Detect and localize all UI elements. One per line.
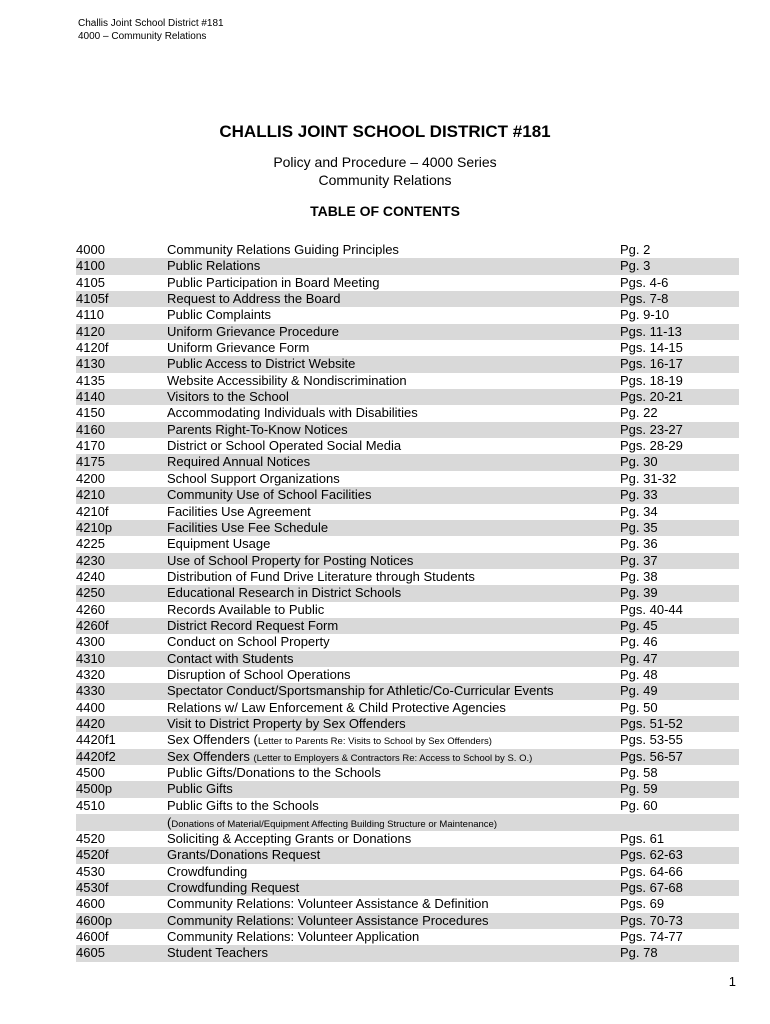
- page-reference: Pg. 36: [620, 536, 658, 552]
- policy-title-text: Equipment Usage: [167, 536, 271, 552]
- policy-code: 4100: [76, 258, 105, 274]
- toc-row: [76, 765, 739, 781]
- policy-code: 4105: [76, 274, 105, 290]
- policy-title: [167, 242, 399, 258]
- policy-title-text: Facilities Use Agreement: [167, 503, 311, 519]
- toc-heading: TABLE OF CONTENTS: [310, 203, 460, 219]
- policy-code: 4310: [76, 650, 105, 666]
- page-reference: Pg. 48: [620, 666, 658, 682]
- toc-row: [76, 896, 739, 912]
- page-reference: Pgs. 20-21: [620, 389, 683, 405]
- running-header: [78, 17, 224, 43]
- policy-title-text: Parents Right-To-Know Notices: [167, 421, 348, 437]
- page-reference: Pg. 58: [620, 765, 658, 780]
- policy-title: [167, 602, 324, 618]
- policy-code: 4520: [76, 831, 105, 847]
- policy-title-text: Request to Address the Board: [167, 291, 341, 307]
- policy-title: [167, 765, 381, 781]
- policy-title: [167, 340, 309, 356]
- policy-title-text: Community Relations: Volunteer Assistance Procedures: [167, 912, 489, 928]
- page-reference: Pg. 38: [620, 568, 658, 584]
- page-reference: Pg. 78: [620, 945, 658, 961]
- policy-code: 4120: [76, 323, 105, 339]
- policy-title-text: Facilities Use Fee Schedule: [167, 519, 329, 535]
- toc-row: [76, 880, 739, 896]
- header-series: 4000 – Community Relations: [78, 31, 207, 42]
- policy-code: 4500: [76, 765, 105, 780]
- page-reference: Pgs. 11-13: [620, 323, 682, 339]
- policy-title-text: Community Relations: Volunteer Assistance & Definition: [167, 896, 489, 912]
- page-reference: Pgs. 4-6: [620, 274, 669, 290]
- page-reference: Pgs. 23-27: [620, 421, 683, 437]
- policy-code: 4170: [76, 438, 105, 454]
- toc-row: [76, 667, 739, 683]
- policy-title: [167, 422, 348, 438]
- page-reference: Pgs. 40-44: [620, 601, 683, 617]
- toc-row: [76, 324, 739, 340]
- page-reference: Pg. 34: [620, 503, 658, 519]
- page-reference: Pgs. 74-77: [620, 929, 683, 945]
- policy-code: 4175: [76, 454, 105, 470]
- toc-row: [76, 520, 739, 536]
- page-reference: Pg. 9-10: [620, 307, 670, 323]
- policy-title-text: (: [167, 815, 172, 831]
- policy-title-text: Uniform Grievance Procedure: [167, 323, 339, 339]
- page-reference: Pg. 47: [620, 650, 658, 666]
- page-reference: Pg. 50: [620, 699, 658, 715]
- policy-title-text: Relations w/ Law Enforcement & Child Protective Agencies: [167, 699, 506, 715]
- page-reference: Pgs. 62-63: [620, 847, 683, 863]
- policy-title-text: Accommodating Individuals with Disabilities: [167, 405, 418, 421]
- toc-row: [76, 504, 739, 520]
- policy-title-text: Website Accessibility & Nondiscrimination: [167, 372, 407, 388]
- policy-title: [167, 831, 411, 847]
- policy-title: [167, 945, 268, 961]
- policy-title-text: Crowdfunding Request: [167, 880, 300, 896]
- policy-title: [167, 569, 475, 585]
- page-reference: Pgs. 70-73: [620, 912, 683, 928]
- policy-code: 4260f: [76, 617, 109, 633]
- policy-code: 4240: [76, 568, 105, 584]
- page-reference: Pg. 31-32: [620, 470, 677, 486]
- policy-title-text: Public Relations: [167, 258, 261, 274]
- page-reference: Pgs. 51-52: [620, 715, 683, 731]
- page-reference: Pgs. 18-19: [620, 372, 683, 388]
- page-reference: Pgs. 28-29: [620, 438, 683, 454]
- policy-title: [167, 373, 407, 389]
- policy-title-note: Letter to Parents Re: Visits to School by Sex Offenders): [257, 736, 492, 748]
- policy-title: [167, 716, 406, 732]
- toc-row: [76, 422, 739, 438]
- policy-title: [167, 781, 233, 797]
- policy-title: [167, 438, 401, 454]
- page-reference: Pgs. 14-15: [620, 340, 683, 356]
- policy-title-text: Crowdfunding: [167, 863, 248, 879]
- policy-title-text: Public Gifts/Donations to the Schools: [167, 765, 381, 780]
- policy-code: 4420f1: [76, 732, 116, 748]
- policy-title: [167, 847, 320, 863]
- policy-title-text: Student Teachers: [167, 945, 268, 961]
- policy-title: [167, 504, 311, 520]
- policy-title-text: District Record Request Form: [167, 617, 339, 633]
- policy-title-text: Sex Offenders: [167, 748, 254, 764]
- policy-code: 4000: [76, 242, 105, 257]
- policy-title: [167, 389, 289, 405]
- policy-code: 4160: [76, 421, 105, 437]
- policy-code: 4105f: [76, 291, 109, 307]
- policy-code: 4600: [76, 896, 105, 912]
- page-reference: Pg. 33: [620, 487, 658, 503]
- policy-title: [167, 520, 328, 536]
- toc-row: [76, 536, 739, 552]
- policy-title-text: Educational Research in District Schools: [167, 585, 402, 601]
- toc-row: [76, 651, 739, 667]
- page-reference: Pgs. 64-66: [620, 863, 683, 879]
- header-district: Challis Joint School District #181: [78, 18, 224, 29]
- policy-title: [167, 913, 489, 929]
- policy-title: [167, 651, 293, 667]
- policy-title: [167, 929, 419, 945]
- policy-code: 4510: [76, 797, 105, 813]
- policy-code: 4420: [76, 715, 105, 731]
- policy-code: 4300: [76, 634, 105, 650]
- policy-title-text: Public Participation in Board Meeting: [167, 274, 380, 290]
- toc-row: [76, 913, 739, 929]
- policy-title-text: Public Gifts to the Schools: [167, 797, 319, 813]
- policy-title-text: Uniform Grievance Form: [167, 340, 310, 356]
- toc-row: [76, 618, 739, 634]
- policy-title-text: Visit to District Property by Sex Offenders: [167, 715, 406, 731]
- document-title: CHALLIS JOINT SCHOOL DISTRICT #181: [219, 122, 551, 141]
- policy-code: 4110: [76, 307, 104, 323]
- policy-title-text: Community Use of School Facilities: [167, 487, 372, 503]
- policy-title-text: Use of School Property for Posting Notices: [167, 552, 414, 568]
- toc-row: [76, 356, 739, 372]
- policy-title: [167, 487, 371, 503]
- policy-title: [167, 553, 413, 569]
- toc-row: [76, 438, 739, 454]
- policy-title: [167, 275, 379, 291]
- page-reference: Pgs. 16-17: [620, 356, 683, 372]
- policy-title-text: Required Annual Notices: [167, 454, 311, 470]
- policy-title-text: Sex Offenders (: [167, 732, 258, 748]
- policy-title: [167, 307, 271, 323]
- toc-row: [76, 634, 739, 650]
- toc-row: [76, 798, 739, 814]
- policy-title-text: Community Relations: Volunteer Application: [167, 929, 420, 945]
- toc-row: [76, 307, 739, 323]
- page-reference: Pgs. 7-8: [620, 291, 669, 307]
- policy-title: [167, 798, 319, 814]
- toc-row: [76, 732, 739, 748]
- toc-row: [76, 847, 739, 863]
- toc-row: [76, 553, 739, 569]
- page-reference: Pg. 46: [620, 634, 658, 650]
- policy-title: [167, 864, 247, 880]
- policy-title-text: Soliciting & Accepting Grants or Donations: [167, 831, 412, 847]
- policy-code: 4420f2: [76, 748, 116, 764]
- toc-row: [76, 700, 739, 716]
- policy-code: 4210: [76, 487, 105, 503]
- policy-code: 4250: [76, 585, 105, 601]
- policy-code: 4135: [76, 372, 105, 388]
- toc-row: [76, 242, 739, 258]
- policy-code: 4330: [76, 683, 105, 699]
- toc-row: [76, 602, 739, 618]
- page-reference: Pg. 2: [620, 242, 651, 257]
- toc-row: [76, 471, 739, 487]
- policy-code: 4260: [76, 601, 105, 617]
- policy-title-text: Public Access to District Website: [167, 356, 356, 372]
- policy-code: 4225: [76, 536, 105, 552]
- toc-row: [76, 340, 739, 356]
- page-reference: Pg. 37: [620, 552, 658, 568]
- policy-code: 4320: [76, 666, 105, 682]
- policy-title-text: Grants/Donations Request: [167, 847, 321, 863]
- policy-title-note: (Letter to Employers & Contractors Re: Access to School by S. O.): [253, 752, 533, 764]
- toc-row: [76, 373, 739, 389]
- policy-title: [167, 291, 340, 307]
- page-reference: Pgs. 67-68: [620, 880, 683, 896]
- toc-row: [76, 569, 739, 585]
- policy-title-text: Distribution of Fund Drive Literature through Students: [167, 568, 475, 584]
- policy-title-text: Community Relations Guiding Principles: [167, 242, 399, 257]
- toc-row: [76, 814, 739, 831]
- policy-code: 4210f: [76, 503, 109, 519]
- policy-title-text: Visitors to the School: [167, 389, 289, 405]
- page-reference: Pg. 49: [620, 683, 658, 699]
- toc-row: [76, 864, 739, 880]
- toc-row: [76, 487, 739, 503]
- policy-title: [167, 258, 260, 274]
- policy-title: [167, 896, 489, 912]
- policy-code: 4520f: [76, 847, 109, 863]
- page-reference: Pg. 3: [620, 258, 651, 274]
- policy-title-text: Public Complaints: [167, 307, 272, 323]
- toc-row: [76, 275, 739, 291]
- toc-row: [76, 749, 739, 765]
- policy-code: 4500p: [76, 781, 113, 797]
- policy-title: [167, 585, 401, 601]
- policy-code: 4150: [76, 405, 105, 421]
- toc-row: [76, 585, 739, 601]
- policy-title-text: Conduct on School Property: [167, 634, 330, 650]
- page-number: 1: [728, 974, 736, 989]
- toc-row: [76, 389, 739, 405]
- toc-row: [76, 683, 739, 699]
- page-reference: Pg. 39: [620, 585, 658, 601]
- policy-code: 4530f: [76, 880, 109, 896]
- policy-title: [167, 454, 310, 470]
- policy-code: 4230: [76, 552, 105, 568]
- policy-title: [167, 667, 351, 683]
- page-reference: Pg. 30: [620, 454, 658, 470]
- subtitle-policy: Policy and Procedure – 4000 Series: [273, 154, 497, 170]
- page-reference: Pgs. 69: [620, 896, 665, 912]
- policy-title: [167, 324, 339, 340]
- policy-title: [167, 618, 338, 634]
- toc-row: [76, 454, 739, 470]
- page-reference: Pg. 35: [620, 519, 658, 535]
- policy-code: 4600p: [76, 912, 113, 928]
- policy-title: [167, 683, 554, 699]
- page-reference: Pg. 60: [620, 797, 658, 813]
- page-reference: Pgs. 61: [620, 831, 665, 847]
- policy-code: 4140: [76, 389, 105, 405]
- policy-code: 4120f: [76, 340, 109, 356]
- policy-code: 4210p: [76, 519, 113, 535]
- toc-row: [76, 291, 739, 307]
- toc-row: [76, 831, 739, 847]
- policy-code: 4600f: [76, 929, 109, 945]
- policy-title-text: District or School Operated Social Media: [167, 438, 402, 454]
- page-reference: Pgs. 56-57: [620, 748, 683, 764]
- document-subtitle: [0, 153, 770, 189]
- policy-title-text: Public Gifts: [167, 781, 233, 797]
- policy-title-text: Records Available to Public: [167, 601, 325, 617]
- policy-title: [167, 356, 355, 372]
- policy-code: 4400: [76, 699, 105, 715]
- toc-row: [76, 258, 739, 274]
- table-of-contents: [76, 242, 739, 962]
- toc-row: [76, 929, 739, 945]
- toc-row: [76, 716, 739, 732]
- page-reference: Pg. 59: [620, 781, 658, 797]
- toc-row: [76, 405, 739, 421]
- policy-title-text: School Support Organizations: [167, 470, 340, 486]
- policy-title-text: Spectator Conduct/Sportsmanship for Athletic/Co-Curricular Events: [167, 683, 554, 699]
- policy-title: [167, 880, 299, 896]
- subtitle-series: Community Relations: [318, 172, 452, 188]
- page-reference: Pgs. 53-55: [620, 732, 683, 748]
- toc-row: [76, 945, 739, 961]
- policy-code: 4130: [76, 356, 105, 372]
- policy-code: 4530: [76, 863, 105, 879]
- page-reference: Pg. 45: [620, 617, 658, 633]
- policy-title-text: Disruption of School Operations: [167, 666, 351, 682]
- policy-title: [167, 700, 506, 716]
- policy-title-note: Donations of Material/Equipment Affecting Building Structure or Maintenance): [171, 819, 497, 831]
- policy-code: 4200: [76, 470, 105, 486]
- policy-title: [167, 634, 330, 650]
- page-reference: Pg. 22: [620, 405, 658, 421]
- policy-title: [167, 405, 418, 421]
- policy-title: [167, 536, 270, 552]
- policy-title: [167, 471, 340, 487]
- policy-title-text: Contact with Students: [167, 650, 294, 666]
- policy-code: 4605: [76, 945, 105, 961]
- toc-row: [76, 781, 739, 797]
